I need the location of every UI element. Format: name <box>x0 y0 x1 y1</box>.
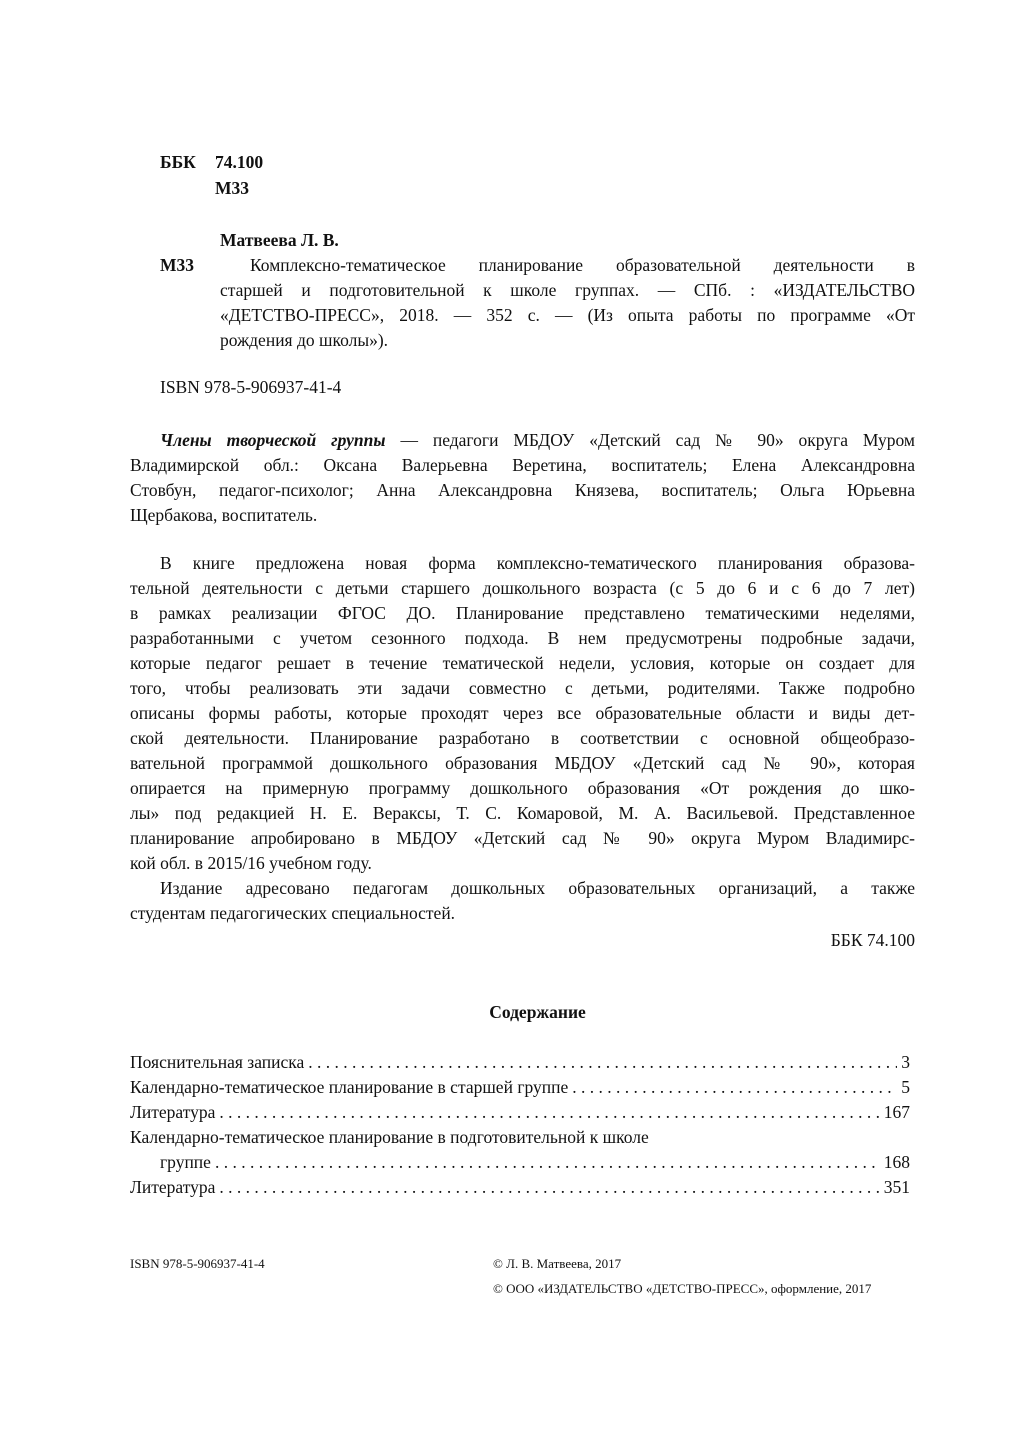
annotation-line: которые педагог решает в течение тематической недели, условия, которые он создает для <box>130 653 915 673</box>
annotation-line: кой обл. в 2015/16 учебном году. <box>130 853 372 873</box>
toc-leader <box>219 1100 879 1125</box>
footer-copyright-publisher: © ООО «ИЗДАТЕЛЬСТВО «ДЕТСТВО-ПРЕСС», оформление, 2017 <box>493 1281 872 1296</box>
record-line: «ДЕТСТВО-ПРЕСС», 2018. — 352 с. — (Из опыта работы по программе «От <box>220 305 915 325</box>
isbn-line: ISBN 978-5-906937-41-4 <box>160 377 342 397</box>
contents-title: Содержание <box>489 1002 586 1022</box>
toc-leader <box>219 1175 879 1200</box>
toc-item-page: 351 <box>883 1177 910 1197</box>
audience-line: студентам педагогических специальностей. <box>130 903 456 923</box>
toc-item[interactable] <box>160 1150 910 1175</box>
team-line-rest: — педагоги МБДОУ «Детский сад № 90» округа Муром <box>385 430 916 450</box>
annotation-line: в рамках реализации ФГОС ДО. Планирование представлено тематическими неделями, <box>130 603 915 623</box>
bbk-value: 74.100 <box>215 152 264 172</box>
toc-item-page: 168 <box>883 1152 910 1172</box>
toc-item-title-cont: группе <box>160 1152 211 1172</box>
toc-item-page: 5 <box>901 1077 910 1097</box>
annotation-line: разработанными с учетом сезонного подхода. В нем предусмотрены подробные задачи, <box>130 628 915 648</box>
author-mark: М33 <box>215 178 250 198</box>
annotation-line: опирается на примерную программу дошкольного образования «От рождения до шко- <box>130 778 915 798</box>
team-line-first <box>160 428 915 453</box>
team-label: Члены творческой группы <box>160 430 386 450</box>
toc-item[interactable] <box>130 1175 910 1200</box>
annotation-line: вательной программой дошкольного образования МБДОУ «Детский сад № 90», которая <box>130 753 915 773</box>
team-line: Стовбун, педагог-психолог; Анна Александровна Князева, воспитатель; Ольга Юрьевна <box>130 480 915 500</box>
annotation-line: того, чтобы реализовать эти задачи совместно с детьми, родителями. Также подробно <box>130 678 915 698</box>
record-line: Комплексно-тематическое планирование образовательной деятельности в <box>250 255 915 275</box>
toc-item-title: Литература <box>130 1102 216 1122</box>
author-name: Матвеева Л. В. <box>220 230 339 250</box>
audience-line: Издание адресовано педагогам дошкольных образовательных организаций, а также <box>160 878 915 898</box>
annotation-line: ской деятельности. Планирование разработано в соответствии с основной общеобразо- <box>130 728 915 748</box>
toc-item-title: Пояснительная записка <box>130 1052 305 1072</box>
record-mark: М33 <box>160 255 195 275</box>
bbk-label: ББК <box>160 152 196 172</box>
record-line: рождения до школы»). <box>220 330 389 350</box>
toc-item-title[interactable]: Календарно-тематическое планирование в подготовительной к школе <box>130 1127 649 1147</box>
footer-copyright-author: © Л. В. Матвеева, 2017 <box>493 1256 622 1271</box>
annotation-line: тельной деятельности с детьми старшего дошкольного возраста (с 5 до 6 и с 6 до 7 лет) <box>130 578 915 598</box>
toc-item-title: Календарно-тематическое планирование в старшей группе <box>130 1077 569 1097</box>
team-line: Владимирской обл.: Оксана Валерьевна Веретина, воспитатель; Елена Александровна <box>130 455 915 475</box>
toc-item-title: Литература <box>130 1177 216 1197</box>
team-line: Щербакова, воспитатель. <box>130 505 318 525</box>
annotation-line: описаны формы работы, которые проходят через все образовательные области и виды дет- <box>130 703 915 723</box>
toc-item[interactable] <box>130 1100 910 1125</box>
footer-isbn: ISBN 978-5-906937-41-4 <box>130 1256 265 1271</box>
toc-item-page: 167 <box>883 1102 910 1122</box>
record-line: старшей и подготовительной к школе группах. — СПб. : «ИЗДАТЕЛЬСТВО <box>220 280 915 300</box>
annotation-line: планирование апробировано в МБДОУ «Детский сад № 90» округа Муром Владимирс- <box>130 828 915 848</box>
toc-item[interactable] <box>130 1075 910 1100</box>
toc-item-page: 3 <box>901 1052 910 1072</box>
annotation-line: лы» под редакцией Н. Е. Вераксы, Т. С. Комаровой, М. А. Васильевой. Представленное <box>130 803 915 823</box>
toc-leader <box>308 1050 897 1075</box>
toc-leader <box>215 1150 880 1175</box>
annotation-bbk: ББК 74.100 <box>830 930 915 950</box>
annotation-line: В книге предложена новая форма комплексно-тематического планирования образова- <box>160 553 915 573</box>
toc-item[interactable] <box>130 1050 910 1075</box>
toc-leader <box>572 1075 897 1100</box>
